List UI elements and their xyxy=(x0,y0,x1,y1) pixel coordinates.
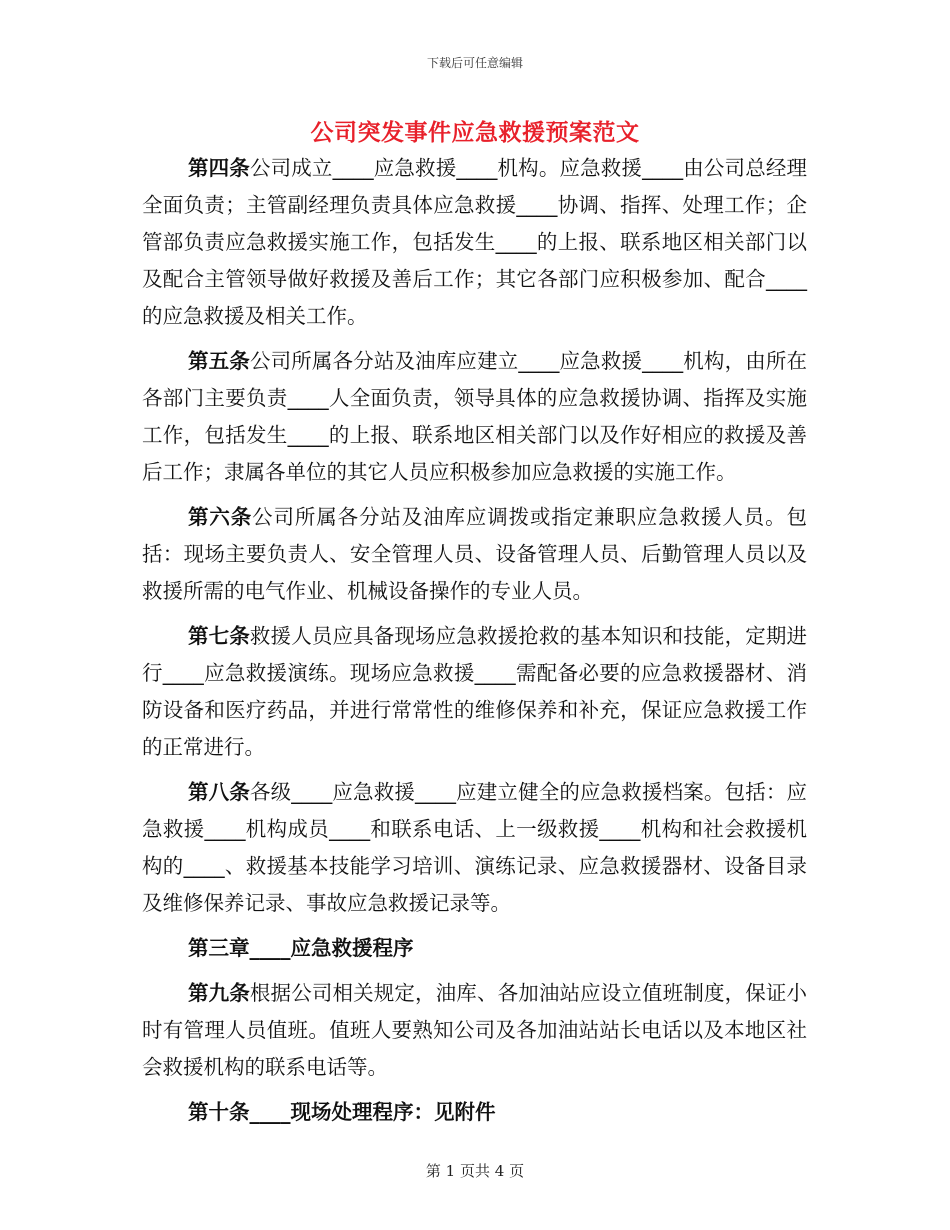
document-body xyxy=(142,150,807,1139)
article-4 xyxy=(142,150,807,335)
article-8 xyxy=(142,774,807,922)
article-9 xyxy=(142,975,807,1086)
article-10-heading: 第十条____现场处理程序：见附件 xyxy=(188,1100,496,1124)
page-number: 第 1 页共 4 页 xyxy=(425,1162,525,1180)
article-label: 第七条 xyxy=(188,624,250,648)
article-text: 各级____应急救援____应建立健全的应急救援档案。包括：应急救援____机构成员____和联系电话、上一级救援____机构和社会救援机构的____、救援基本技能学习培训、演练记录、应急救援器材、设备目录及维修保养记录、事故应急救援记录等。 xyxy=(142,780,808,915)
chapter-3-heading: 第三章____应急救援程序 xyxy=(188,936,414,960)
article-5 xyxy=(142,343,807,491)
article-label: 第九条 xyxy=(188,981,250,1005)
article-text: 根据公司相关规定，油库、各加油站应设立值班制度，保证小时有管理人员值班。值班人要熟知公司及各加油站站长电话以及本地区社会救援机构的联系电话等。 xyxy=(142,981,808,1079)
article-label: 第五条 xyxy=(188,349,250,373)
article-text: 公司成立____应急救援____机构。应急救援____由公司总经理全面负责；主管副经理负责具体应急救援____协调、指挥、处理工作；企管部负责应急救援实施工作，包括发生____的上报、联系地区相关部门以及配合主管领导做好救援及善后工作；其它各部门应积极参加、配合____的应急救援及相关工作。 xyxy=(142,156,808,328)
header-note: 下载后可任意编辑 xyxy=(426,56,523,70)
article-text: 救援人员应具备现场应急救援抢救的基本知识和技能，定期进行____应急救援演练。现场应急救援____需配备必要的应急救援器材、消防设备和医疗药品，并进行常常性的维修保养和补充，保证应急救援工作的正常进行。 xyxy=(142,624,808,759)
article-text: 公司所属各分站及油库应调拨或指定兼职应急救援人员。包括：现场主要负责人、安全管理人员、设备管理人员、后勤管理人员以及救援所需的电气作业、机械设备操作的专业人员。 xyxy=(142,505,807,603)
article-6 xyxy=(142,499,807,610)
article-label: 第四条 xyxy=(188,156,250,180)
document-title: 公司突发事件应急救援预案范文 xyxy=(310,120,640,146)
article-label: 第八条 xyxy=(188,780,250,804)
article-label: 第六条 xyxy=(188,505,253,529)
article-text: 公司所属各分站及油库应建立____应急救援____机构，由所在各部门主要负责____人全面负责，领导具体的应急救援协调、指挥及实施工作，包括发生____的上报、联系地区相关部门以及作好相应的救援及善后工作；隶属各单位的其它人员应积极参加应急救援的实施工作。 xyxy=(142,349,808,484)
article-7 xyxy=(142,618,807,766)
